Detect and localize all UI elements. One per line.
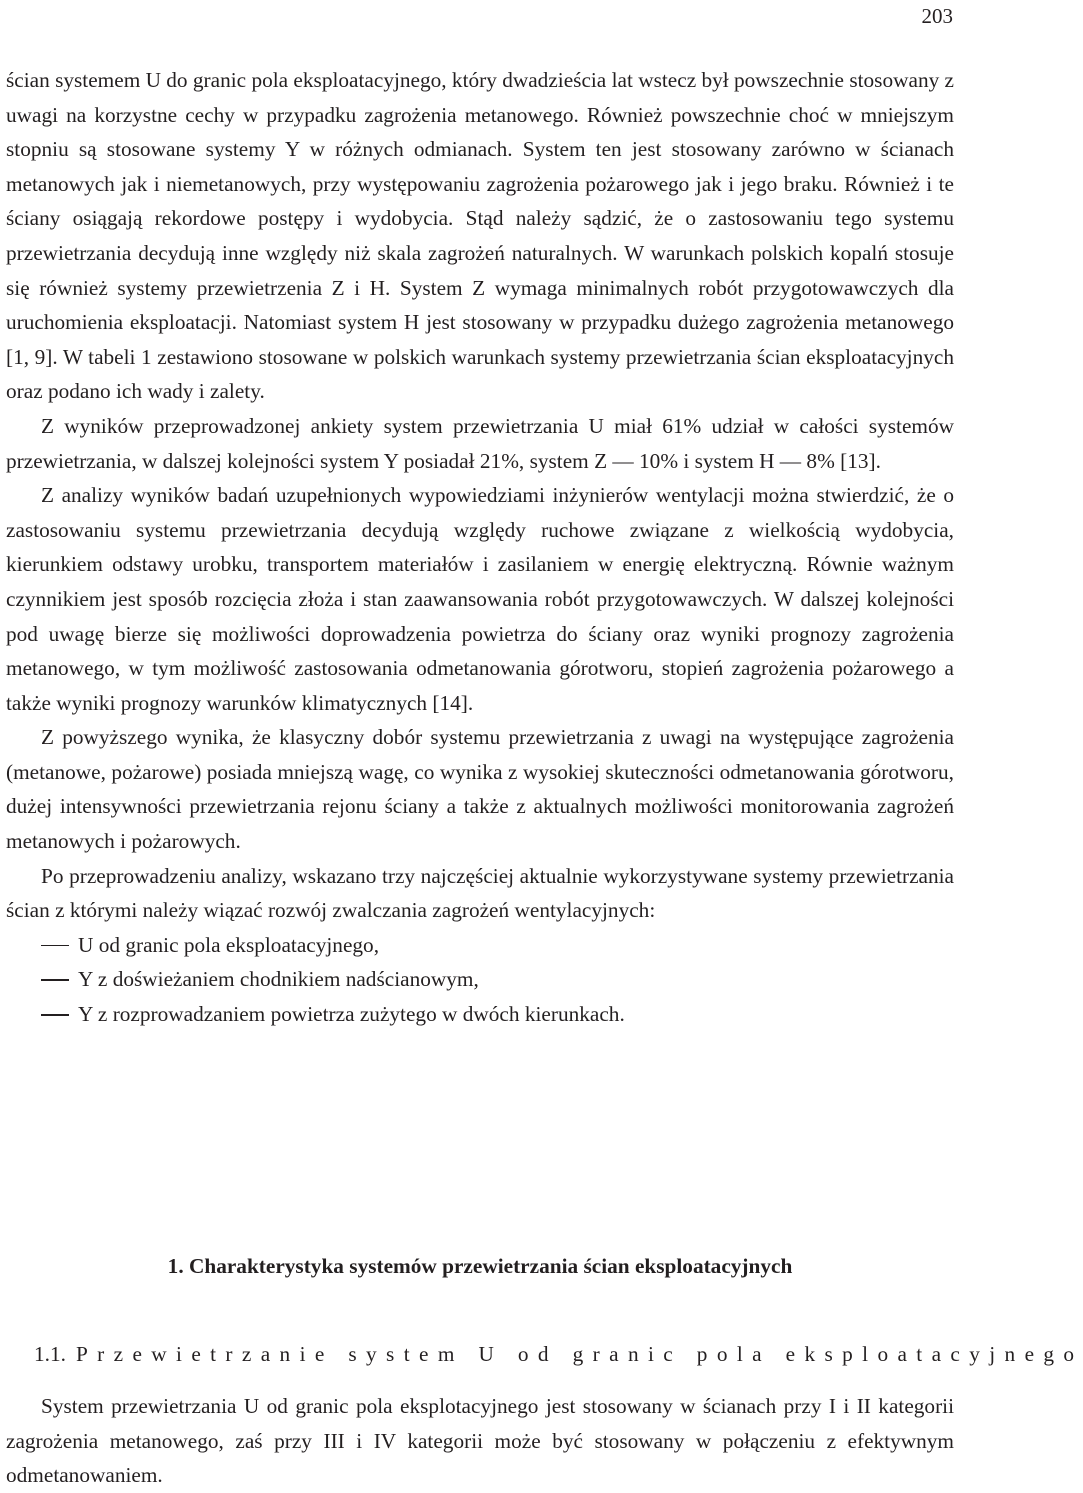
paragraph: Z powyższego wynika, że klasyczny dobór systemu przewietrzania z uwagi na występujące zagrożenia (metanowe, pożarowe) posiada mniejszą wagę, co wynika z wysokiej skuteczności odmetanowania górotworu, dużej intensywności przewietrzania rejonu ściany a także z aktualnych możliwości monitorowania zagrożeń metanowych i pożarowych. bbox=[6, 725, 954, 854]
dash-bullet bbox=[41, 979, 69, 981]
subsection-number: 1.1. bbox=[34, 1342, 66, 1366]
paragraph: Z wyników przeprowadzonej ankiety system przewietrzania U miał 61% udział w całości systemów przewietrzania, w dalszej kolejności system Y posiadał 21%, system Z — 10% i system H — 8% [13]. bbox=[6, 413, 954, 473]
subsection-title: Przewietrzanie system U od granic pola eksploatacyjnego bbox=[75, 1342, 1083, 1366]
list-item bbox=[6, 997, 954, 1032]
paragraph: Z analizy wyników badań uzupełnionych wypowiedziami inżynierów wentylacji można stwierdzić, że o zastosowaniu systemu przewietrzania decydują względy ruchowe związane z wielkością wydobycia, kierunkiem odstawy urobku, transportem materiałów i zasilaniem w energię elektryczną. Równie ważnym czynnikiem jest sposób rozcięcia złoża i stan zaawansowania robót przygotowawczych. W dalszej kolejności pod uwagę bierze się możliwości doprowadzenia powietrza do ściany oraz wyniki prognozy zagrożenia metanowego, w tym możliwość zastosowania odmetanowania górotworu, stopień zagrożenia pożarowego a także wyniki prognozy warunków klimatycznych [14]. bbox=[6, 483, 954, 715]
section-heading: 1. Charakterystyka systemów przewietrzania ścian eksploatacyjnych bbox=[167, 1254, 793, 1278]
list-item bbox=[6, 928, 954, 963]
list-item-text: U od granic pola eksploatacyjnego, bbox=[78, 932, 380, 957]
page-number: 203 bbox=[921, 4, 953, 28]
list-item bbox=[6, 962, 954, 997]
dash-bullet bbox=[41, 945, 69, 947]
paragraph: ścian systemem U do granic pola eksploatacyjnego, który dwadzieścia lat wstecz był powszechnie stosowany z uwagi na korzystne cechy w przypadku zagrożenia metanowego. Również powszechnie choć w mniejszym stopniu są stosowane systemy Y w różnych odmianach. System ten jest stosowany zarówno w ścianach metanowych jak i niemetanowych, przy występowaniu zagrożenia pożarowego jak i jego braku. Również i te ściany osiągają rekordowe postępy i wydobycia. Stąd należy sądzić, że o zastosowaniu tego systemu przewietrzania decydują inne względy niż skala zagrożeń naturalnych. W warunkach polskich kopalń stosuje się również systemy przewietrzenia Z i H. System Z wymaga minimalnych robót przygotowawczych dla uruchomienia eksploatacji. Natomiast system H jest stosowany w przypadku dużego zagrożenia metanowego [1, 9]. W tabeli 1 zestawiono stosowane w polskich warunkach systemy przewietrzania ścian eksploatacyjnych oraz podano ich wady i zalety. bbox=[6, 68, 955, 404]
list-item-text: Y z rozprowadzaniem powietrza zużytego w dwóch kierunkach. bbox=[78, 1002, 625, 1027]
subsection-heading bbox=[34, 1337, 1083, 1371]
ventilation-systems-list bbox=[6, 928, 954, 1032]
dash-bullet bbox=[41, 1014, 69, 1016]
final-paragraph-block bbox=[6, 1389, 954, 1493]
body-text bbox=[6, 63, 954, 1032]
paragraph: System przewietrzania U od granic pola eksplotacyjnego jest stosowany w ścianach przy I i II kategorii zagrożenia metanowego, zaś przy III i IV kategorii może być stosowany w połączeniu z efektywnym odmetanowaniem. bbox=[6, 1394, 954, 1488]
paragraph: Po przeprowadzeniu analizy, wskazano trzy najczęściej aktualnie wykorzystywane systemy przewietrzania ścian z którymi należy wiązać rozwój zwalczania zagrożeń wentylacyjnych: bbox=[6, 863, 954, 923]
list-item-text: Y z doświeżaniem chodnikiem nadścianowym, bbox=[78, 967, 479, 992]
